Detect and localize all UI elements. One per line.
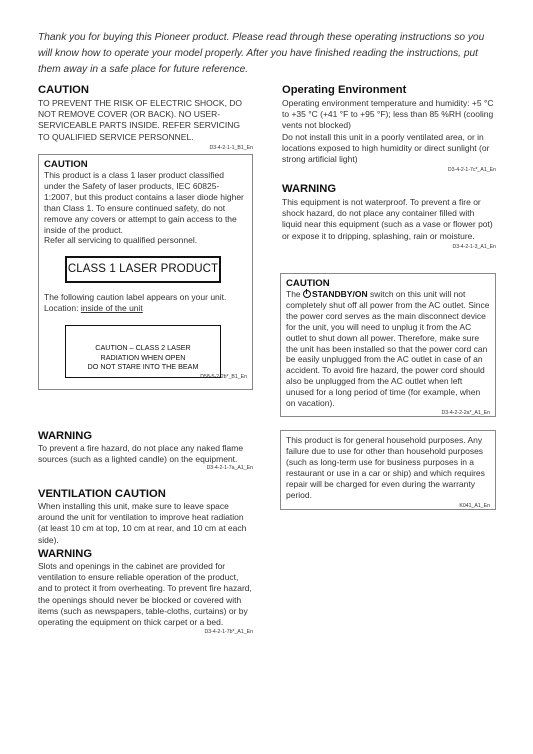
standby-caution-body-wrap	[286, 289, 490, 409]
label-note	[44, 292, 249, 314]
label-note-text: The following caution label appears on your unit.	[44, 292, 227, 302]
laser-caution-heading: CAUTION	[44, 159, 88, 170]
laser-caution-body: This product is a class 1 laser product classified under the Safety of laser products, IEC 60825-1:2007, but this product contains a laser diode higher than Class 1. To ensure continued safety, do not remove any covers or attempt to gain access to the inside of the product.	[44, 170, 244, 235]
warning-fire-section	[38, 430, 253, 472]
caution-section	[38, 84, 253, 152]
standby-caution-pre: The	[286, 289, 304, 299]
location-text: inside of the unit	[80, 302, 143, 313]
class1-laser-label: CLASS 1 LASER PRODUCT	[65, 256, 221, 283]
warning-fire-heading: WARNING	[38, 430, 93, 442]
warning-fire-body: To prevent a fire hazard, do not place any naked flame sources (such as a lighted candle) on the equipment.	[38, 443, 244, 465]
household-box	[280, 430, 496, 510]
standby-caution-body: switch on this unit will not completely shut off all power from the AC outlet. Since the power cord serves as the main disconnect device for the unit, you will need to unplug it from the AC outlet to shut down all power. Therefore, make sure the unit has been installed so that the power cord can be easily unplugged from the AC outlet in case of an accident. To avoid fire hazard, the power cord should also be unplugged from the AC outlet when left unused for a long period of time (for example, when on vacation).	[286, 289, 490, 409]
warning-water-code: D3-4-2-1-3_A1_En	[452, 243, 496, 250]
ventilation-body: When installing this unit, make sure to leave space around the unit for ventilation to improve heat radiation (at least 10 cm at top, 10 cm at rear, and 10 cm at each side).	[38, 501, 247, 545]
laser-caution-code: D58-5-2-2b*_B1_En	[200, 374, 247, 380]
warning-water-heading: WARNING	[282, 183, 337, 195]
intro-text: Thank you for buying this Pioneer product. Please read through these operating instructions so you will know how to operate your model properly. After you have finished reading the instructions, put them away in a safe place for future reference.	[38, 32, 485, 75]
class2-label-line1: CAUTION – CLASS 2 LASER	[95, 343, 191, 352]
caution-body: TO PREVENT THE RISK OF ELECTRIC SHOCK, DO NOT REMOVE COVER (OR BACK). NO USER-SERVICEABLE PARTS INSIDE. REFER SERVICING TO QUALIFIED SERVICE PERSONNEL.	[38, 98, 243, 142]
warning-fire-code: D3-4-2-1-7a_A1_En	[206, 465, 253, 472]
class2-laser-label	[65, 325, 221, 378]
location-prefix: Location:	[44, 302, 81, 313]
environment-code: D3-4-2-1-7c*_A1_En	[447, 167, 496, 174]
warning-slots-section	[38, 548, 253, 636]
warning-water-section	[282, 183, 496, 251]
caution-heading: CAUTION	[38, 84, 89, 96]
warning-water-body: This equipment is not waterproof. To prevent a fire or shock hazard, do not place any container filled with liquid near this equipment (such as a vase or flower pot) or expose it to dripping, splashing, rain or moisture.	[282, 197, 493, 241]
environment-section	[282, 84, 496, 174]
standby-switch-name: STANDBY/ON	[312, 289, 368, 299]
warning-slots-body: Slots and openings in the cabinet are provided for ventilation to ensure reliable operation of the product, and to protect it from overheating. To prevent fire hazard, the openings should never be blocked or covered with items (such as newspapers, table-cloths, curtains) or by operating the equipment on thick carpet or a bed.	[38, 561, 252, 628]
standby-caution-code: D3-4-2-2-2a*_A1_En	[441, 409, 490, 416]
warning-slots-heading: WARNING	[38, 548, 93, 560]
laser-caution-box	[38, 154, 253, 390]
standby-caution-heading: CAUTION	[286, 278, 330, 289]
ventilation-section	[38, 488, 253, 546]
environment-heading: Operating Environment	[282, 84, 407, 96]
warning-slots-code: D3-4-2-1-7b*_A1_En	[204, 629, 253, 636]
environment-body: Operating environment temperature and humidity: +5 °C to +35 °C (+41 °F to +95 °F); less than 85 %RH (cooling vents not blocked)	[282, 98, 494, 131]
standby-caution-box	[280, 273, 496, 417]
caution-code: D3-4-2-1-1_B1_En	[209, 144, 253, 151]
class2-label-line2: RADIATION WHEN OPEN	[100, 352, 186, 362]
household-code: K041_A1_En	[459, 503, 490, 509]
environment-body2: Do not install this unit in a poorly ventilated area, or in locations exposed to high humidity or direct sunlight (or strong artificial light)	[282, 131, 490, 165]
household-body: This product is for general household purposes. Any failure due to use for other than household purposes (such as long-term use for business purposes in a restaurant or use in a car or ship) and which requires repair will be charged for even during the warranty period.	[286, 435, 485, 500]
power-icon	[303, 290, 311, 298]
laser-caution-body2: Refer all servicing to qualified personnel.	[44, 235, 198, 246]
class2-label-line3: DO NOT STARE INTO THE BEAM	[87, 362, 199, 371]
ventilation-heading: VENTILATION CAUTION	[38, 488, 166, 500]
